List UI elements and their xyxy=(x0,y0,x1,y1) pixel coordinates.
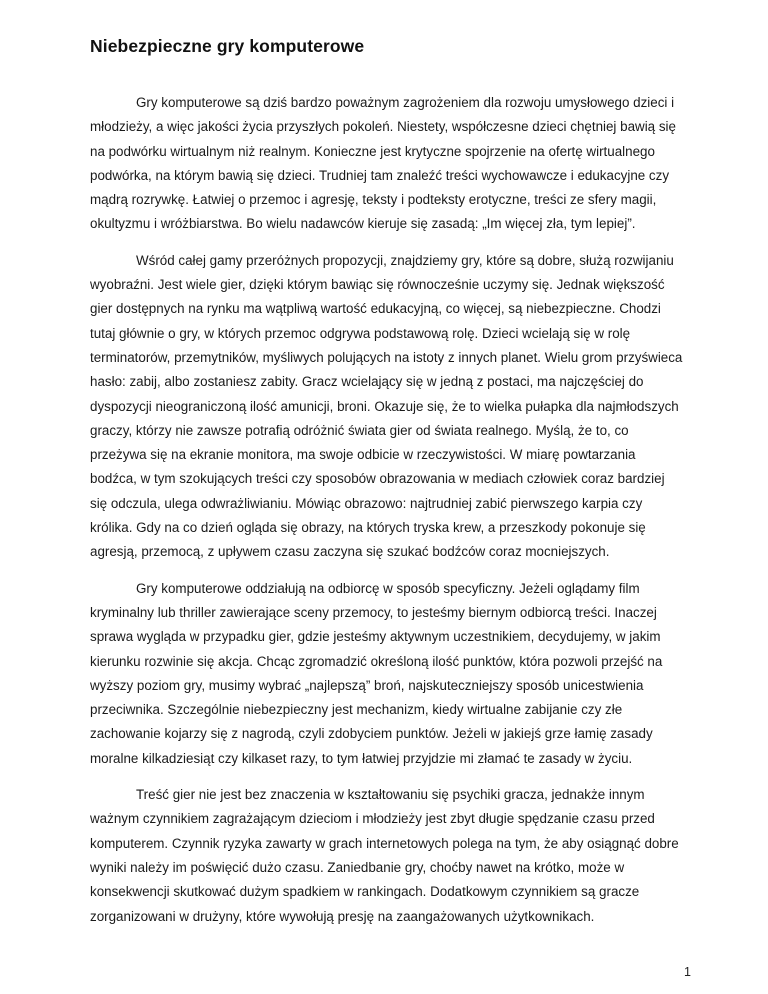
document-body xyxy=(90,91,684,941)
paragraph-1: Gry komputerowe są dziś bardzo poważnym zagrożeniem dla rozwoju umysłowego dzieci i młodzieży, a więc jakości życia przyszłych pokoleń. Niestety, współczesne dzieci chętniej bawią się na podwórku wirtualnym niż realnym. Konieczne jest krytyczne spojrzenie na ofertę wirtualnego podwórka, na którym bawią się dzieci. Trudniej tam znaleźć treści wychowawcze i edukacyjne czy mądrą rozrywkę. Łatwiej o przemoc i agresję, teksty i podteksty erotyczne, treści ze sfery magii, okultyzmu i wróżbiarstwa. Bo wielu nadawców kieruje się zasadą: „Im więcej zła, tym lepiej”. xyxy=(90,95,676,232)
page-number: 1 xyxy=(684,965,691,979)
paragraph-4: Treść gier nie jest bez znaczenia w kształtowaniu się psychiki gracza, jednakże innym ważnym czynnikiem zagrażającym dzieciom i młodzieży jest zbyt długie spędzanie czasu przed komputerem. Czynnik ryzyka zawarty w grach internetowych polega na tym, że aby osiągnąć dobre wyniki należy im poświęcić dużo czasu. Zaniedbanie gry, choćby nawet na krótko, może w konsekwencji skutkować dużym spadkiem w rankingach. Dodatkowym czynnikiem są gracze zorganizowani w drużyny, które wywołują presję na zaangażowanych użytkownikach. xyxy=(90,787,679,924)
paragraph-2: Wśród całej gamy przeróżnych propozycji, znajdziemy gry, które są dobre, służą rozwijaniu wyobraźni. Jest wiele gier, dzięki którym bawiąc się równocześnie uczymy się. Jednak większość gier dostępnych na rynku ma wątpliwą wartość edukacyjną, co więcej, są niebezpieczne. Chodzi tutaj głównie o gry, w których przemoc odgrywa podstawową rolę. Dzieci wcielają się w rolę terminatorów, przemytników, myśliwych polujących na istoty z innych planet. Wielu grom przyświeca hasło: zabij, albo zostaniesz zabity. Gracz wcielający się w jedną z postaci, ma najczęściej do dyspozycji nieograniczoną ilość amunicji, broni. Okazuje się, że to wielka pułapka dla najmłodszych graczy, którzy nie zawsze potrafią odróżnić świata gier od świata realnego. Myślą, że to, co przeżywa się na ekranie monitora, ma swoje odbicie w rzeczywistości. W miarę powtarzania bodźca, w tym szokujących treści czy sposobów obrazowania w mediach człowiek coraz bardziej się odczula, ulega odwrażliwianiu. Mówiąc obrazowo: najtrudniej zabić pierwszego karpia czy królika. Gdy na co dzień ogląda się obrazy, na których tryska krew, a przeszkody pokonuje się agresją, przemocą, z upływem czasu zaczyna się szukać bodźców coraz mocniejszych. xyxy=(90,252,683,560)
document-title: Niebezpieczne gry komputerowe xyxy=(90,36,365,56)
paragraph-3: Gry komputerowe oddziałują na odbiorcę w sposób specyficzny. Jeżeli oglądamy film kryminalny lub thriller zawierające sceny przemocy, to jesteśmy biernym odbiorcą treści. Inaczej sprawa wygląda w przypadku gier, gdzie jesteśmy aktywnym uczestnikiem, decydujemy, w jakim kierunku rozwinie się akcja. Chcąc zgromadzić określoną ilość punktów, która pozwoli przejść na wyższy poziom gry, musimy wybrać „najlepszą” broń, najskuteczniejszy sposób unicestwienia przeciwnika. Szczególnie niebezpieczny jest mechanizm, kiedy wirtualne zabijanie czy złe zachowanie kojarzy się z nagrodą, czyli zdobyciem punktów. Jeżeli w jakiejś grze łamię zasady moralne kilkadziesiąt czy kilkaset razy, to tym łatwiej przyjdzie mi złamać te zasady w życiu. xyxy=(90,580,663,766)
